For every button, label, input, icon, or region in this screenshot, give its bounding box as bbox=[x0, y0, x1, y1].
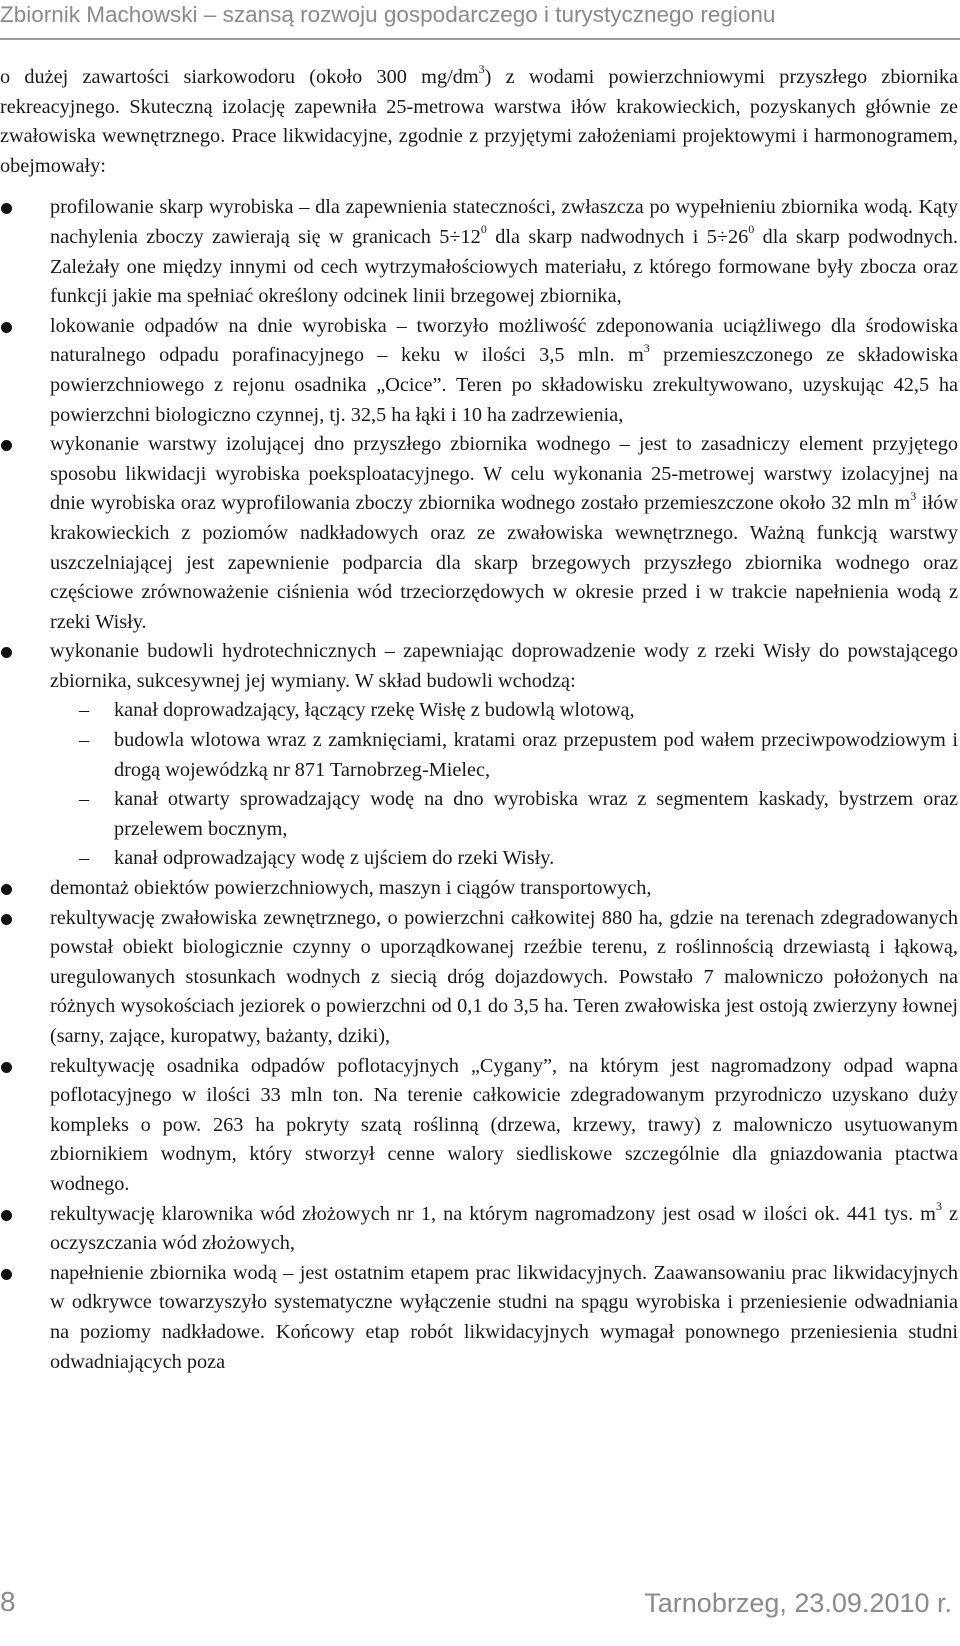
work-list bbox=[0, 193, 958, 1377]
list-item-text: profilowanie skarp wyrobiska – dla zapewnienia stateczności, zwłaszcza po wypełnieniu zbiornika wodą. Kąty nachylenia zboczy zawierają się w granicach 5÷12 bbox=[50, 196, 958, 248]
intro-text: o dużej zawartości siarkowodoru (około 300 mg/dm bbox=[0, 66, 479, 88]
list-item bbox=[0, 312, 958, 430]
list-item-text: demontaż obiektów powierzchniowych, maszyn i ciągów transportowych, bbox=[50, 877, 652, 900]
list-item-text: napełnienie zbiornika wodą – jest ostatnim etapem prac likwidacyjnych. Zaawansowaniu prac likwidacyjnych w odkrywce towarzyszyło systematyczne wyłączenie studni na spągu wyrobiska i przeniesienie odwadniania na poziomy nadkładowe. Końcowy etap robót likwidacyjnych wymagał ponownego przeniesienia studni odwadniających poza bbox=[50, 1261, 958, 1373]
list-item bbox=[0, 874, 958, 904]
list-item-text: iłów krakowieckich z poziomów nadkładowych oraz ze zwałowiska wewnętrznego. Ważną funkcją warstwy uszczelniającej jest zapewnienie podparcia dla skarp brzegowych przyszłego zbiornika wodnego oraz częściowe zrównoważenie ciśnienia wód trzeciorzędowych w okresie przed i w trakcie napełnienia wodą z rzeki Wisły. bbox=[50, 492, 958, 633]
list-item-text: dla skarp nadwodnych i 5÷26 bbox=[486, 225, 749, 248]
list-item-text: rekultywację osadnika odpadów poflotacyjnych „Cygany”, na którym jest nagromadzony odpad wapna poflotacyjnego w ilości 33 mln ton. Na terenie całkowicie zdegradowanym przyrodniczo uzyskano duży kompleks o pow. 263 ha pokryty szatą roślinną (drzewa, krzewy, trawy) z malowniczo usytuowanym zbiornikiem wodnym, który stworzył cenne walory siedliskowe szczególnie dla gniazdowania ptactwa wodnego. bbox=[50, 1054, 958, 1195]
sublist-item: – kanał doprowadzający, łączący rzekę Wisłę z budowlą wlotową, bbox=[50, 696, 958, 726]
superscript: 3 bbox=[935, 1198, 942, 1213]
list-item-text: przemieszczonego ze składowiska powierzchniowego z rejonu osadnika „Ocice”. Teren po składowisku zrekultywowano, uzyskując 42,5 ha powierzchni biologiczno czynnej, tj. 32,5 ha łąki i 10 ha zadrzewienia, bbox=[50, 344, 958, 426]
superscript: 3 bbox=[910, 488, 917, 503]
list-item-text: dla skarp podwodnych. Zależały one między innymi od cech wytrzymałościowych materiału, z którego formowane były zbocza oraz funkcji jakie ma spełniać określony odcinek linii brzegowej zbiornika, bbox=[50, 225, 958, 308]
body-text bbox=[0, 63, 958, 1377]
list-item-text: wykonanie budowli hydrotechnicznych – zapewniając doprowadzenie wody z rzeki Wisły do powstającego zbiornika, sukcesywnej jej wymiany. W skład budowli wchodzą: bbox=[50, 640, 958, 692]
superscript: 0 bbox=[480, 222, 487, 237]
list-item bbox=[0, 430, 958, 637]
sublist-item: – kanał odprowadzający wodę z ujściem do rzeki Wisły. bbox=[50, 844, 958, 874]
footer-place-date: Tarnobrzeg, 23.09.2010 r. bbox=[644, 1588, 952, 1618]
superscript: 0 bbox=[748, 222, 755, 237]
list-item bbox=[0, 1052, 958, 1200]
list-item-text: wykonanie warstwy izolującej dno przyszłego zbiornika wodnego – jest to zasadniczy element przyjętego sposobu likwidacji wyrobiska poeksploatacyjnego. W celu wykonania 25-metrowej warstwy izolacyjnej na dnie wyrobiska oraz wyprofilowania zboczy zbiornika wodnego zostało przemieszczone około 32 mln m bbox=[50, 433, 958, 515]
list-item bbox=[0, 193, 958, 311]
structures-sublist bbox=[50, 696, 958, 874]
page-number: 8 bbox=[0, 1586, 16, 1617]
list-item-text: lokowanie odpadów na dnie wyrobiska – tworzyło możliwość zdeponowania uciążliwego dla środowiska naturalnego odpadu porafinacyjnego – keku w ilości 3,5 mln. m bbox=[50, 314, 958, 367]
list-item bbox=[0, 1200, 958, 1259]
superscript: 3 bbox=[478, 62, 485, 77]
running-header-title: Zbiornik Machowski – szansą rozwoju gospodarczego i turystycznego regionu bbox=[0, 2, 776, 27]
superscript: 3 bbox=[643, 340, 650, 355]
list-item bbox=[0, 904, 958, 1052]
list-item-text: rekultywację klarownika wód złożowych nr 1, na którym nagromadzony jest osad w ilości ok. 441 tys. m bbox=[50, 1202, 936, 1225]
sublist-item: – budowla wlotowa wraz z zamknięciami, kratami oraz przepustem pod wałem przeciwpowodziowym i drogą wojewódzką nr 871 Tarnobrzeg-Mielec, bbox=[50, 726, 958, 785]
list-item bbox=[0, 1259, 958, 1377]
list-item-text: rekultywację zwałowiska zewnętrznego, o powierzchni całkowitej 880 ha, gdzie na terenach zdegradowanych powstał obiekt biologicznie czynny o uporządkowanej rzeźbie terenu, z roślinnością drzewiastą i łąkową, uregulowanych stosunkach wodnych z siecią dróg dojazdowych. Powstało 7 malowniczo położonych na różnych wysokościach jeziorek o powierzchni od 0,1 do 3,5 ha. Teren zwałowiska jest ostoją zwierzyny łownej (sarny, zające, kuropatwy, bażanty, dziki), bbox=[50, 906, 958, 1047]
header-rule bbox=[0, 38, 960, 40]
list-item-text: z oczyszczania wód złożowych, bbox=[50, 1202, 958, 1255]
list-item bbox=[0, 637, 958, 874]
intro-text-cont: ) z wodami powierzchniowymi przyszłego zbiornika rekreacyjnego. Skuteczną izolację zapewniła 25-metrowa warstwa iłów krakowieckich, pozyskanych głównie ze zwałowiska wewnętrznego. Prace likwidacyjne, zgodnie z przyjętymi założeniami projektowymi i harmonogramem, obejmowały: bbox=[0, 66, 958, 177]
intro-paragraph bbox=[0, 63, 958, 181]
sublist-item: – kanał otwarty sprowadzający wodę na dno wyrobiska wraz z segmentem kaskady, bystrzem oraz przelewem bocznym, bbox=[50, 785, 958, 844]
